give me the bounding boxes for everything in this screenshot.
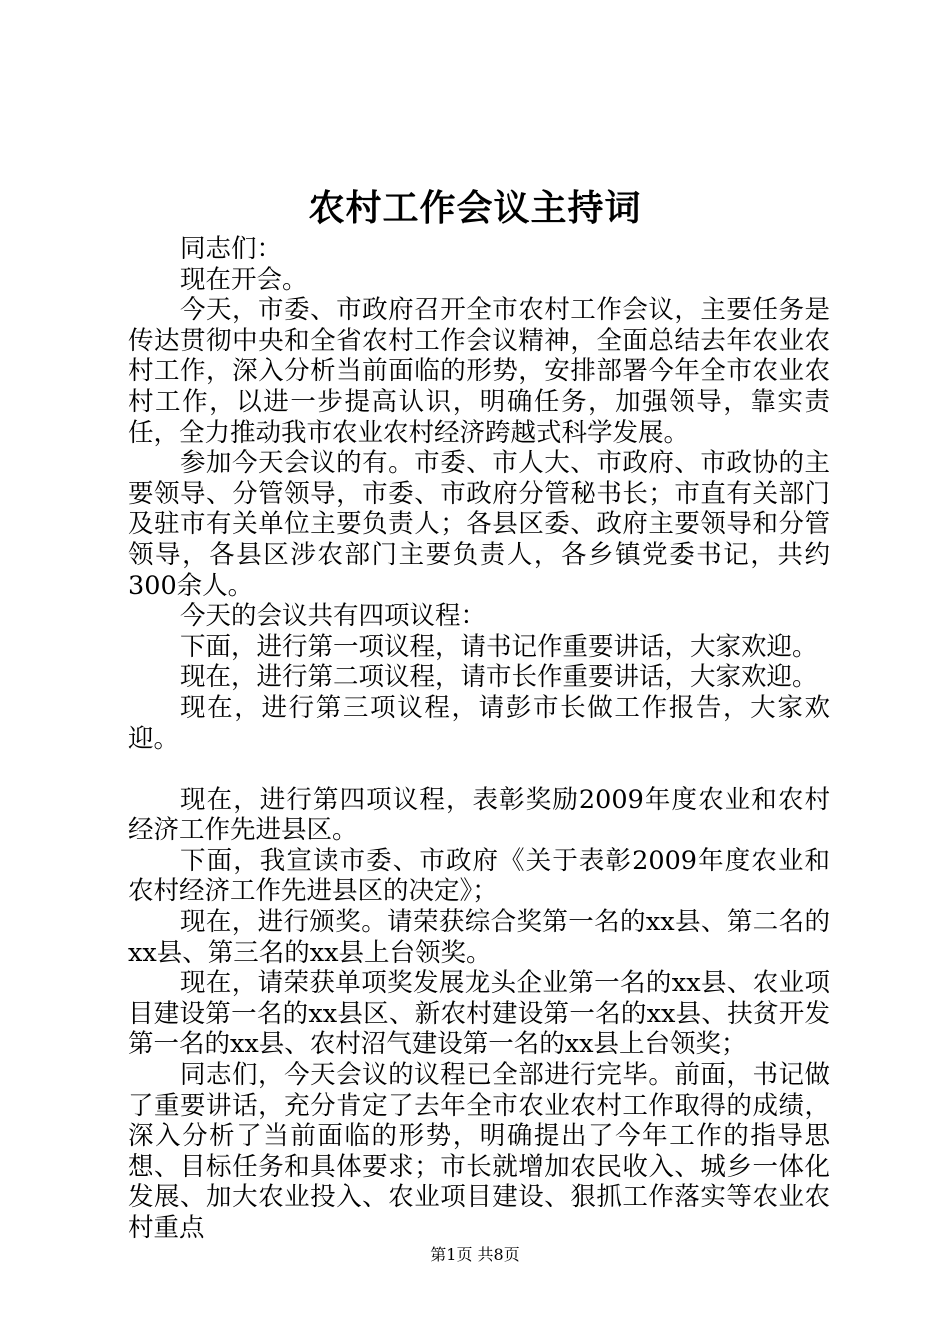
paragraph-decision-reading: 下面，我宣读市委、市政府《关于表彰2009年度农业和农村经济工作先进县区的决定》； <box>128 845 830 907</box>
paragraph-spacer <box>128 754 830 785</box>
paragraph-agenda-item-4: 现在，进行第四项议程，表彰奖励2009年度农业和农村经济工作先进县区。 <box>128 784 830 846</box>
paragraph-attendees: 参加今天会议的有。市委、市人大、市政府、市政协的主要领导、分管领导，市委、市政府分管秘书长；市直有关部门及驻市有关单位主要负责人；各县区委、政府主要领导和分管领导，各县区涉农部门主要负责人，各乡镇党委书记，共约300余人。 <box>128 448 830 601</box>
paragraph-agenda-item-3: 现在，进行第三项议程，请彭市长做工作报告，大家欢迎。 <box>128 692 830 754</box>
page-number-footer: 第1页 共8页 <box>430 1245 520 1264</box>
paragraph-agenda-item-1: 下面，进行第一项议程，请书记作重要讲话，大家欢迎。 <box>180 631 818 662</box>
paragraph-closing-summary: 同志们，今天会议的议程已全部进行完毕。前面，书记做了重要讲话，充分肯定了去年全市农业农村工作取得的成绩，深入分析了当前面临的形势，明确提出了今年工作的指导思想、目标任务和具体要求；市长就增加农民收入、城乡一体化发展、加大农业投入、农业项目建设、狠抓工作落实等农业农村重点 <box>128 1060 830 1243</box>
paragraph-agenda-item-2: 现在，进行第二项议程，请市长作重要讲话，大家欢迎。 <box>180 662 818 693</box>
paragraph-individual-awards: 现在，请荣获单项奖发展龙头企业第一名的xx县、农业项目建设第一名的xx县区、新农村建设第一名的xx县、扶贫开发第一名的xx县、农村沼气建设第一名的xx县上台领奖； <box>128 968 830 1060</box>
paragraph-comprehensive-awards: 现在，进行颁奖。请荣获综合奖第一名的xx县、第二名的xx县、第三名的xx县上台领奖。 <box>128 907 830 968</box>
document-title: 农村工作会议主持词 <box>308 188 642 229</box>
paragraph-salutation: 同志们： <box>180 234 283 264</box>
paragraph-agenda-intro: 今天的会议共有四项议程： <box>180 601 487 632</box>
paragraph-purpose: 今天，市委、市政府召开全市农村工作会议，主要任务是传达贯彻中央和全省农村工作会议精神，全面总结去年农业农村工作，深入分析当前面临的形势，安排部署今年全市农业农村工作，以进一步提高认识，明确任务，加强领导，靠实责任，全力推动我市农业农村经济跨越式科学发展。 <box>128 295 830 448</box>
paragraph-opening: 现在开会。 <box>180 264 308 295</box>
document-body <box>128 234 830 1244</box>
